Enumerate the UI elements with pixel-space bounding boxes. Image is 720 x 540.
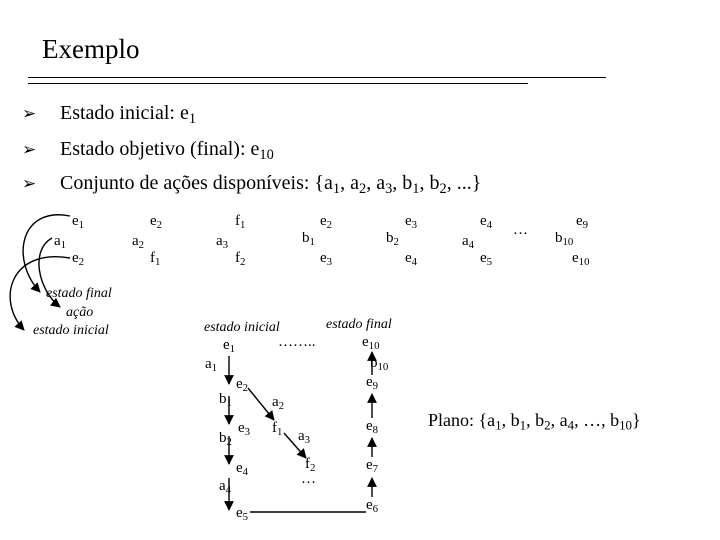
legend-arrow-action bbox=[39, 238, 60, 307]
arrowhead-bullet-icon: ➢ bbox=[22, 103, 37, 124]
node-e10: $e_{10}$ bbox=[362, 334, 380, 353]
node-e1: $e_1$ bbox=[223, 337, 236, 356]
bullet-text: Conjunto de ações disponíveis: {$a_1$, $a_2$, $a_3$, $b_1$, $b_2$, ...} bbox=[60, 172, 482, 198]
node-e5: $e_5$ bbox=[236, 505, 249, 524]
node-f2: $f_2$ bbox=[305, 456, 316, 475]
legend-initial-label: estado inicial bbox=[33, 323, 109, 338]
label-b2: $b_2$ bbox=[219, 430, 232, 449]
arrow-f1-f2 bbox=[284, 433, 306, 458]
node-e7: $e_7$ bbox=[366, 457, 379, 476]
label-a1: $a_1$ bbox=[205, 356, 218, 375]
plan-text: Plano: {$a_1$, $b_1$, $b_2$, $a_4$, …, $b_{10}$} bbox=[428, 410, 641, 433]
tree-initial-label: estado inicial bbox=[204, 320, 280, 335]
tree-dots: …….. bbox=[278, 334, 316, 350]
legend-arrow-final bbox=[23, 215, 70, 292]
node-e6: $e_6$ bbox=[366, 497, 379, 516]
node-e8: $e_8$ bbox=[366, 418, 379, 437]
legend-action-label: ação bbox=[66, 305, 94, 320]
ellipsis: … bbox=[513, 222, 528, 238]
tree-dots-f2: … bbox=[301, 471, 316, 487]
legend-arrow-initial bbox=[10, 257, 70, 330]
node-f1: $f_1$ bbox=[272, 420, 283, 439]
bullet-text: Estado inicial: $e_1$ bbox=[60, 102, 197, 128]
label-a4: $a_4$ bbox=[219, 478, 232, 497]
arrowhead-bullet-icon: ➢ bbox=[22, 139, 37, 160]
node-e9: $e_9$ bbox=[366, 374, 379, 393]
node-e4: $e_4$ bbox=[236, 460, 249, 479]
node-e2: $e_2$ bbox=[236, 376, 249, 395]
legend-final-label: estado final bbox=[46, 286, 112, 301]
node-e3: $e_3$ bbox=[238, 420, 251, 439]
arrow-e2-f1 bbox=[248, 388, 274, 420]
slide-title: Exemplo bbox=[42, 34, 140, 64]
tree-final-label: estado final bbox=[326, 317, 392, 332]
label-a3: $a_3$ bbox=[298, 428, 311, 447]
arrowhead-bullet-icon: ➢ bbox=[22, 173, 37, 194]
label-b10: $b_{10}$ bbox=[370, 355, 389, 374]
bullet-text: Estado objetivo (final): $e_{10}$ bbox=[60, 138, 274, 164]
label-a2: $a_2$ bbox=[272, 394, 285, 413]
label-b1: $b_1$ bbox=[219, 391, 232, 410]
